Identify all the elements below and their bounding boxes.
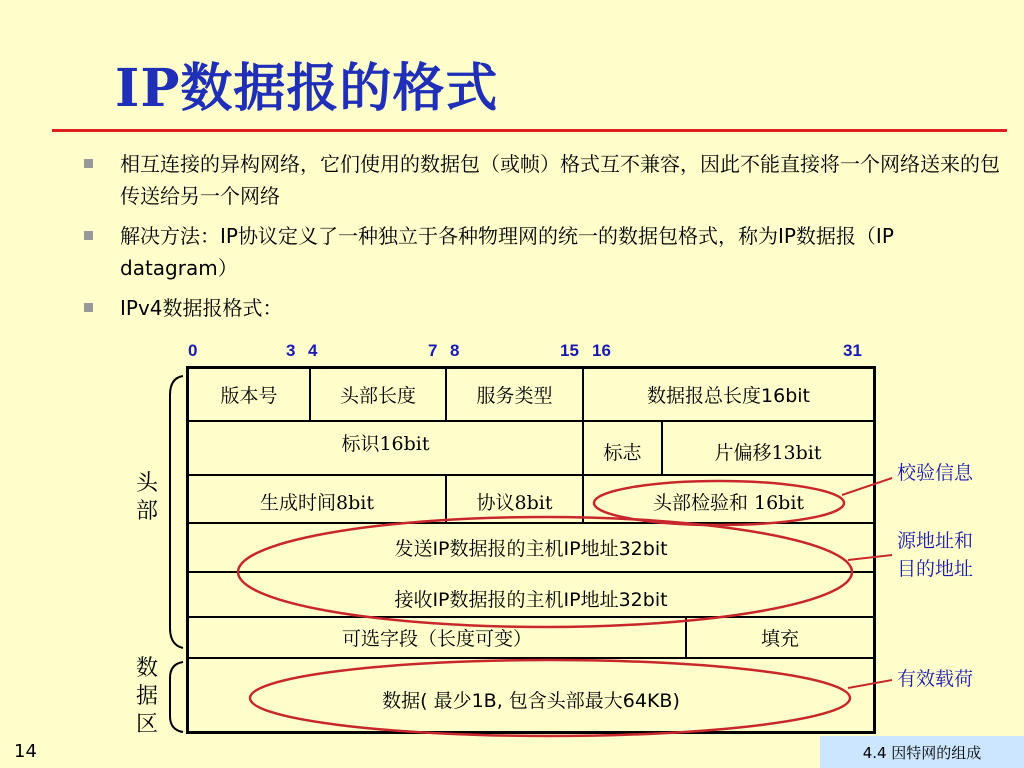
flags-field: 标志 bbox=[603, 442, 642, 464]
data-brace bbox=[170, 662, 183, 732]
footer-section-label: 4.4 因特网的组成 bbox=[820, 736, 1024, 768]
bullet-text: 解决方法：IP协议定义了一种独立于各种物理网的统一的数据包格式，称为IP数据报（IP datagram） bbox=[120, 224, 894, 280]
bullet-text: 相互连接的异构网络，它们使用的数据包（或帧）格式互不兼容，因此不能直接将一个网络送来的包传送给另一个网络 bbox=[120, 152, 1000, 208]
header-checksum-field: 头部检验和 16bit bbox=[652, 492, 805, 514]
protocol-field: 协议8bit bbox=[476, 492, 553, 514]
bit-label: 15 bbox=[560, 341, 579, 360]
bullet-text: IPv4数据报格式： bbox=[120, 296, 283, 320]
bit-label: 31 bbox=[843, 341, 862, 360]
source-address-field: 发送IP数据报的主机IP地址32bit bbox=[394, 538, 668, 560]
ttl-field: 生成时间8bit bbox=[260, 492, 374, 514]
data-area-side-label: 数 据 区 bbox=[135, 656, 158, 737]
padding-field: 填充 bbox=[760, 628, 799, 650]
bit-label: 4 bbox=[308, 341, 318, 360]
address-highlight-ellipse bbox=[238, 517, 852, 627]
header-length-field: 头部长度 bbox=[339, 385, 416, 407]
address-pointer-line bbox=[848, 555, 892, 560]
service-type-field: 服务类型 bbox=[476, 385, 553, 407]
payload-pointer-line bbox=[848, 680, 892, 688]
page-number: 14 bbox=[14, 741, 37, 762]
options-field: 可选字段（长度可变） bbox=[341, 628, 532, 650]
bit-label: 16 bbox=[592, 341, 611, 360]
destination-address-field: 接收IP数据报的主机IP地址32bit bbox=[394, 588, 668, 611]
payload-highlight-ellipse bbox=[250, 660, 850, 736]
fragment-offset-field: 片偏移13bit bbox=[714, 442, 822, 464]
version-field: 版本号 bbox=[220, 385, 278, 407]
page-title: IP数据报的格式 bbox=[115, 58, 499, 119]
bit-label: 0 bbox=[188, 341, 198, 360]
header-brace bbox=[170, 376, 183, 648]
bit-label: 8 bbox=[450, 341, 460, 360]
address-annotation-line1: 源地址和 bbox=[897, 530, 974, 552]
header-side-label: 头 部 bbox=[135, 471, 158, 524]
payload-annotation: 有效载荷 bbox=[897, 668, 974, 690]
checksum-pointer-line bbox=[842, 478, 892, 495]
identification-field: 标识16bit bbox=[341, 432, 430, 455]
address-annotation-line2: 目的地址 bbox=[897, 558, 974, 580]
checksum-annotation: 校验信息 bbox=[897, 462, 974, 484]
total-length-field: 数据报总长度16bit bbox=[647, 385, 810, 407]
data-field: 数据( 最少1B, 包含头部最大64KB) bbox=[382, 689, 680, 712]
bit-label: 3 bbox=[286, 341, 296, 360]
bit-label: 7 bbox=[428, 341, 438, 360]
